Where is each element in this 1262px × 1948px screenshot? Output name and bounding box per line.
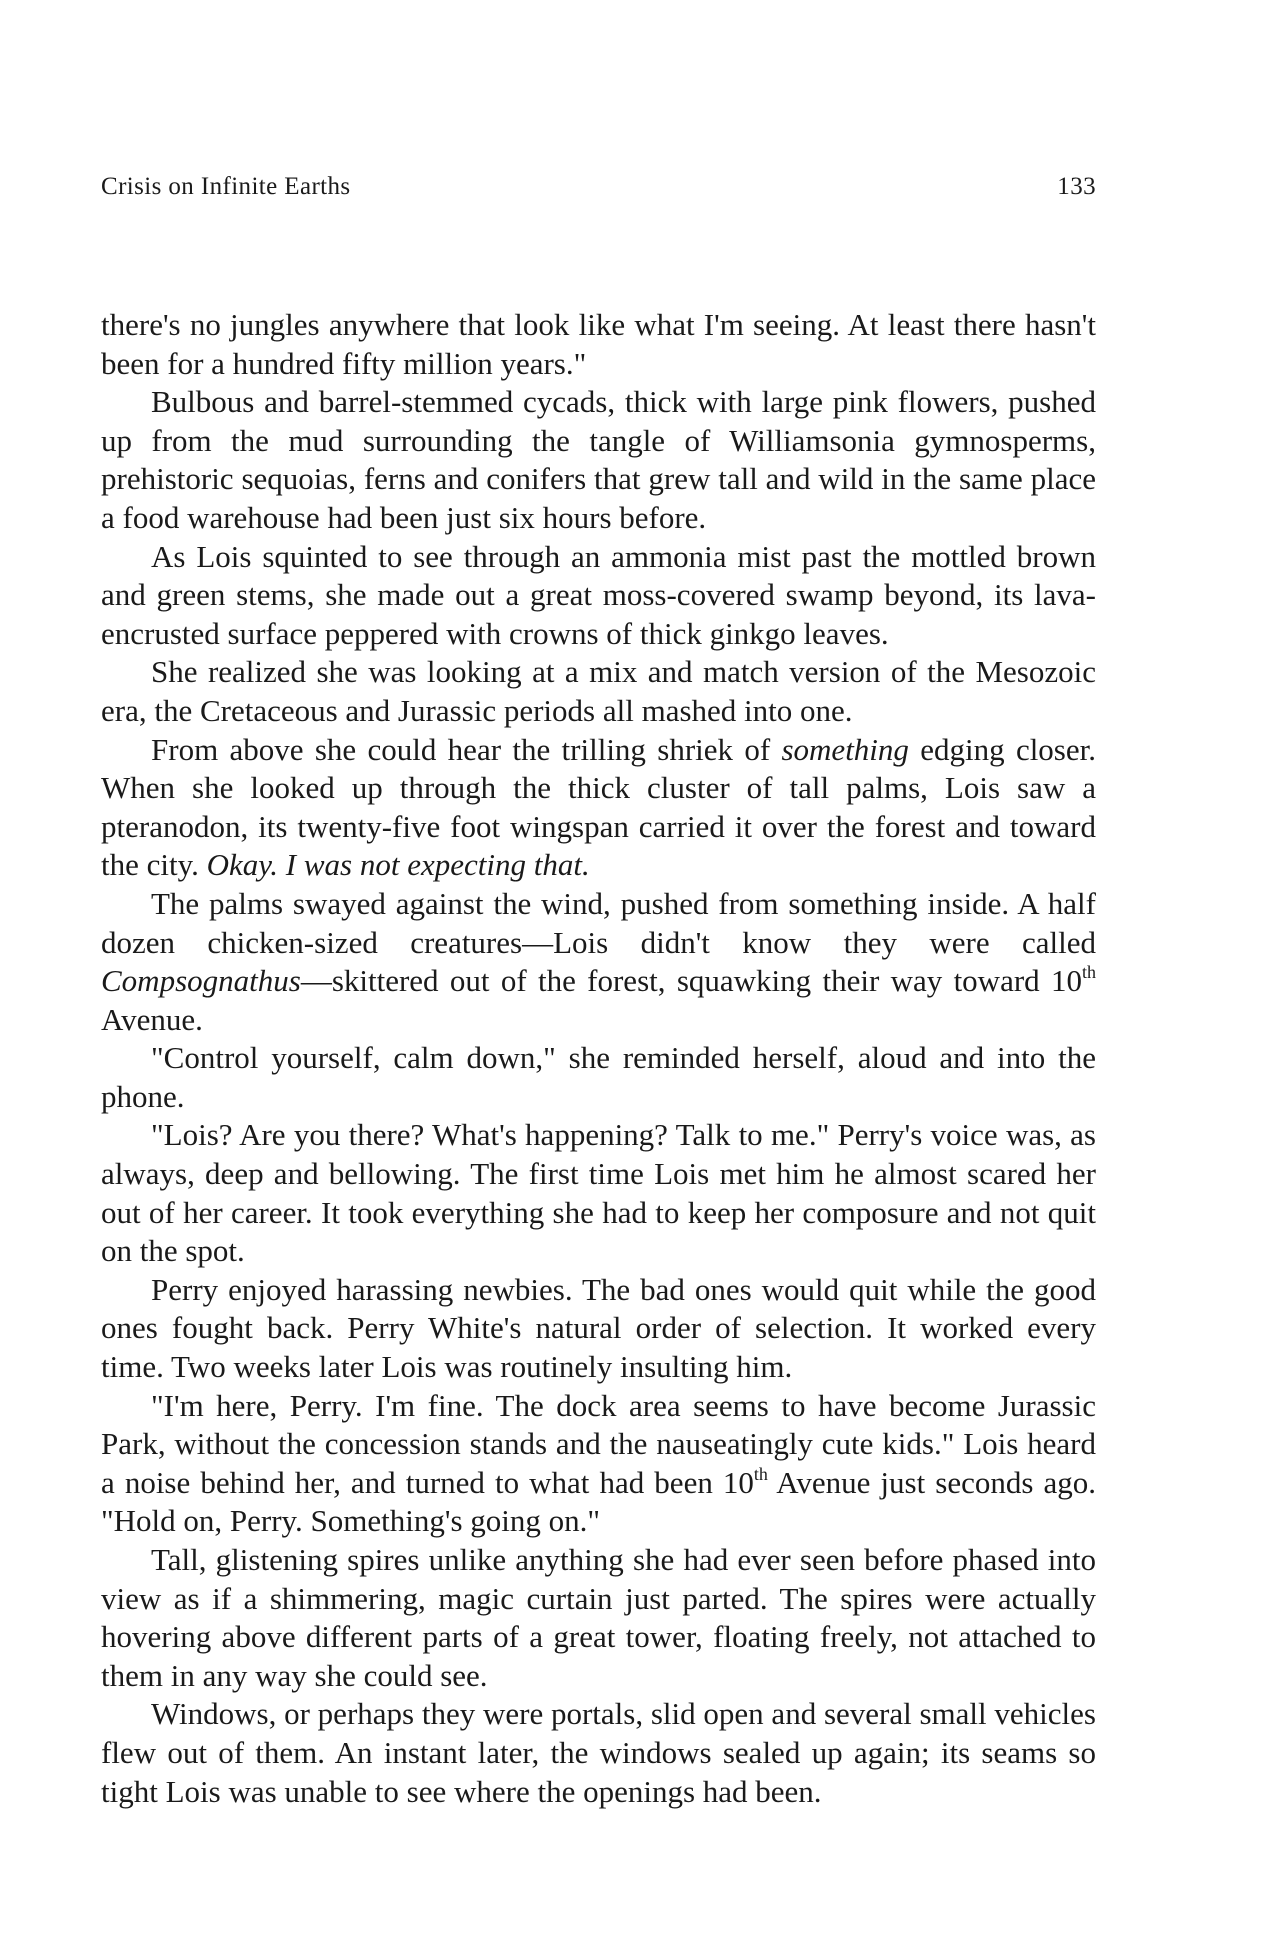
paragraph [101,1695,1096,1811]
paragraph [101,885,1096,1039]
text-run: Avenue just seconds ago. "Hold on, Perry. Something's going on." [101,1464,1096,1539]
paragraph [101,1387,1096,1541]
text-run: "Lois? Are you there? What's happening? Talk to me." Perry's voice was, as always, deep and bellowing. The first time Lois met him he almost scared her out of her career. It took everything she had to keep her composure and not quit on the spot. [101,1117,1096,1269]
text-run: "Control yourself, calm down," she reminded herself, aloud and into the phone. [101,1040,1096,1114]
text-run: there's no jungles anywhere that look like what I'm seeing. At least there hasn't been for a hundred fifty million years." [101,307,1096,381]
ordinal-suffix: th [1081,962,1096,983]
italic-text: Okay. I was not expecting that. [206,847,590,883]
italic-text: something [781,731,909,767]
text-run: edging closer. When she looked up through the thick cluster of tall palms, Lois saw a pteranodon, its twenty-five foot wingspan carried it over the forest and toward the city. [101,731,1096,883]
paragraph [101,1039,1096,1116]
running-header [101,170,1096,204]
text-run: From above she could hear the trilling shriek of [151,731,782,767]
text-run: Perry enjoyed harassing newbies. The bad ones would quit while the good ones fought back. Perry White's natural order of selection. It worked every time. Two weeks later Lois was routinely insulting him. [101,1271,1096,1385]
paragraph [101,653,1096,730]
page-number: 133 [1057,173,1096,200]
paragraph [101,731,1096,885]
text-run: —skittered out of the forest, squawking their way toward 10 [300,963,1082,999]
text-run: Bulbous and barrel-stemmed cycads, thick with large pink flowers, pushed up from the mud surrounding the tangle of Williamsonia gymnosperms, prehistoric sequoias, ferns and conifers that grew tall and wild in the same place a food warehouse had been just six hours before. [101,384,1096,535]
paragraph [101,1116,1096,1270]
text-run: "I'm here, Perry. I'm fine. The dock area seems to have become Jurassic Park, without the concession stands and the nauseatingly cute kids." Lois heard a noise behind her, and turned to what had been 10 [101,1387,1096,1500]
paragraph [101,538,1096,654]
ordinal-suffix: th [753,1463,768,1484]
running-header-title: Crisis on Infinite Earths [101,173,351,200]
paragraph [101,306,1096,383]
paragraph [101,1541,1096,1695]
text-run: She realized she was looking at a mix and match version of the Mesozoic era, the Cretaceous and Jurassic periods all mashed into one. [101,654,1096,728]
text-run: Tall, glistening spires unlike anything she had ever seen before phased into view as if a shimmering, magic curtain just parted. The spires were actually hovering above different parts of a great tower, floating freely, not attached to them in any way she could see. [101,1542,1096,1693]
italic-text: Compsognathus [101,963,301,999]
text-run: Windows, or perhaps they were portals, slid open and several small vehicles flew out of them. An instant later, the windows sealed up again; its seams so tight Lois was unable to see where the openings had been. [101,1696,1096,1809]
paragraph [101,1271,1096,1387]
paragraph [101,383,1096,537]
body-text [101,306,1096,1811]
text-run: Avenue. [101,1001,203,1037]
text-run: The palms swayed against the wind, pushed from something inside. A half dozen chicken-sized creatures—Lois didn't know they were called [101,885,1096,960]
text-run: As Lois squinted to see through an ammonia mist past the mottled brown and green stems, she made out a great moss-covered swamp beyond, its lava-encrusted surface peppered with crowns of thick ginkgo leaves. [101,538,1096,651]
